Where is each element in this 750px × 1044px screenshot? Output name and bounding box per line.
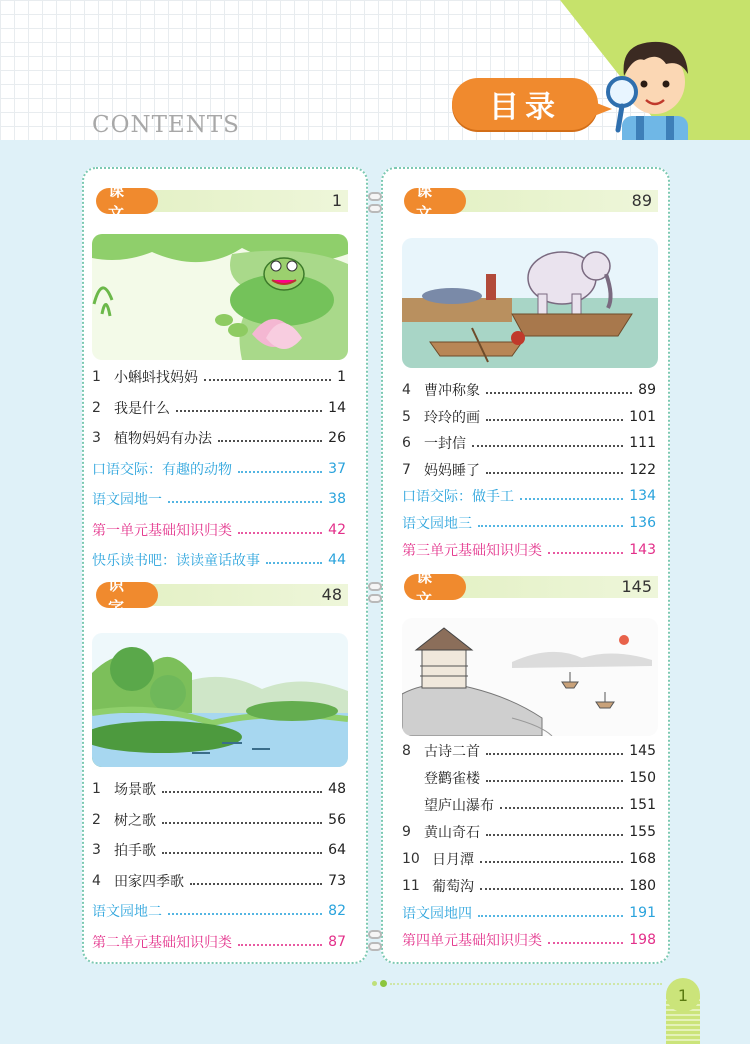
toc-title: 田家四季歌 xyxy=(114,873,184,890)
toc-entry[interactable] xyxy=(92,395,346,421)
toc-page: 155 xyxy=(629,824,656,840)
toc-number: 9 xyxy=(402,824,411,840)
toc-leader-dots xyxy=(190,883,322,885)
toc-title: 小蝌蚪找妈妈 xyxy=(114,370,198,386)
toc-leader-dots xyxy=(480,861,623,863)
toc-page: 198 xyxy=(629,932,656,948)
toc-leader-dots xyxy=(218,440,322,442)
toc-number: 4 xyxy=(402,382,411,398)
toc-title: 第四单元基础知识归类 xyxy=(402,933,542,949)
toc-page: 111 xyxy=(629,435,656,452)
section-page: 145 xyxy=(621,577,652,596)
toc-leader-dots xyxy=(500,807,623,809)
toc-leader-dots xyxy=(548,552,623,554)
toc-title: 曹冲称象 xyxy=(424,383,480,399)
toc-page: 191 xyxy=(629,905,656,921)
toc-page: 56 xyxy=(328,811,346,828)
toc-page: 145 xyxy=(629,743,656,759)
toc-title: 语文园地四 xyxy=(402,906,472,922)
binder-ring-icon xyxy=(368,930,382,954)
toc-page: 73 xyxy=(328,872,346,889)
toc-page: 143 xyxy=(629,541,656,558)
toc-leader-dots xyxy=(168,913,322,915)
toc-leader-dots xyxy=(486,780,623,782)
toc-title: 植物妈妈有办法 xyxy=(114,431,212,447)
section-tag: 识字 xyxy=(96,582,158,608)
toc-page: 180 xyxy=(629,878,656,894)
toc-number: 2 xyxy=(92,399,101,416)
section-header xyxy=(96,575,348,617)
toc-title: 妈妈睡了 xyxy=(424,462,480,479)
toc-entry[interactable] xyxy=(92,868,346,894)
toc-entry[interactable] xyxy=(92,837,346,863)
toc-page: 150 xyxy=(629,770,656,786)
toc-leader-dots xyxy=(486,419,623,421)
toc-page: 38 xyxy=(328,491,346,507)
toc-leader-dots xyxy=(162,791,322,793)
toc-title: 第一单元基础知识归类 xyxy=(92,522,232,539)
toc-number: 4 xyxy=(92,872,101,889)
toc-title: 登鹳雀楼 xyxy=(424,771,480,787)
toc-number: 1 xyxy=(92,369,101,385)
toc-entry[interactable] xyxy=(92,456,346,482)
elephant-boat-illustration xyxy=(402,238,658,368)
page-title: 目录 xyxy=(452,78,598,130)
toc-leader-dots xyxy=(238,532,322,534)
toc-leader-dots xyxy=(238,471,322,473)
toc-number: 10 xyxy=(402,851,420,867)
ancient-tower-illustration xyxy=(402,618,658,736)
section-page: 48 xyxy=(321,585,342,604)
toc-entry[interactable] xyxy=(92,425,346,451)
section-tag: 课文 xyxy=(404,574,466,600)
toc-leader-dots xyxy=(478,525,623,527)
toc-entry[interactable] xyxy=(92,547,346,573)
page-number: 1 xyxy=(666,978,700,1012)
toc-page: 151 xyxy=(629,797,656,813)
toc-number: 1 xyxy=(92,781,101,797)
section-page: 89 xyxy=(631,191,652,210)
toc-title: 一封信 xyxy=(424,436,466,453)
toc-number: 8 xyxy=(402,743,411,759)
toc-number: 3 xyxy=(92,430,101,446)
toc-title: 语文园地三 xyxy=(402,516,472,532)
toc-number: 6 xyxy=(402,435,411,452)
toc-entry[interactable] xyxy=(402,846,656,872)
toc-page: 14 xyxy=(328,399,346,416)
toc-leader-dots xyxy=(478,915,623,917)
toc-page: 48 xyxy=(328,781,346,797)
binder-ring-icon xyxy=(368,192,382,216)
toc-page: 101 xyxy=(629,408,656,425)
toc-leader-dots xyxy=(486,472,623,474)
section-tag: 课文 xyxy=(404,188,466,214)
toc-entry[interactable] xyxy=(402,900,656,926)
toc-leader-dots xyxy=(162,852,322,854)
frog-lotus-illustration xyxy=(92,234,348,360)
toc-entry[interactable] xyxy=(402,483,656,509)
section-header-bar xyxy=(452,190,658,212)
toc-number: 11 xyxy=(402,878,420,894)
toc-page: 134 xyxy=(629,488,656,505)
toc-title: 望庐山瀑布 xyxy=(424,798,494,814)
toc-title: 第三单元基础知识归类 xyxy=(402,542,542,559)
toc-page: 136 xyxy=(629,515,656,531)
toc-title: 黄山奇石 xyxy=(424,825,480,841)
toc-number: 3 xyxy=(92,842,101,858)
toc-page: 1 xyxy=(337,369,346,385)
toc-page: 26 xyxy=(328,430,346,446)
toc-entry[interactable] xyxy=(402,404,656,430)
toc-leader-dots xyxy=(238,944,322,946)
toc-entry[interactable] xyxy=(92,929,346,955)
toc-title: 葡萄沟 xyxy=(432,879,474,895)
toc-leader-dots xyxy=(480,888,623,890)
toc-entry[interactable] xyxy=(402,377,656,403)
toc-leader-dots xyxy=(204,379,331,381)
toc-title: 拍手歌 xyxy=(114,843,156,859)
toc-leader-dots xyxy=(486,753,623,755)
page-footer-line xyxy=(390,983,662,985)
toc-leader-dots xyxy=(548,942,623,944)
toc-page: 64 xyxy=(328,842,346,858)
binder-ring-icon xyxy=(368,582,382,606)
toc-title: 玲玲的画 xyxy=(424,409,480,426)
toc-entry[interactable] xyxy=(402,873,656,899)
section-header-bar xyxy=(144,190,348,212)
toc-page: 87 xyxy=(328,933,346,950)
toc-page: 42 xyxy=(328,521,346,538)
toc-entry[interactable] xyxy=(92,486,346,512)
section-header xyxy=(404,567,658,609)
toc-entry[interactable] xyxy=(92,364,346,390)
toc-entry[interactable] xyxy=(402,792,656,818)
toc-title: 树之歌 xyxy=(114,812,156,829)
toc-leader-dots xyxy=(162,822,322,824)
toc-entry[interactable] xyxy=(92,898,346,924)
toc-leader-dots xyxy=(176,410,322,412)
toc-page: 168 xyxy=(629,851,656,867)
toc-title: 语文园地一 xyxy=(92,492,162,508)
toc-entry[interactable] xyxy=(92,776,346,802)
toc-page: 44 xyxy=(328,552,346,568)
toc-leader-dots xyxy=(168,501,322,503)
toc-title: 语文园地二 xyxy=(92,904,162,920)
page-dots-decoration xyxy=(372,981,387,987)
toc-title: 场景歌 xyxy=(114,782,156,798)
toc-entry[interactable] xyxy=(402,537,656,563)
toc-title: 第二单元基础知识归类 xyxy=(92,934,232,951)
toc-leader-dots xyxy=(486,834,623,836)
toc-title: 我是什么 xyxy=(114,400,170,417)
toc-leader-dots xyxy=(472,445,623,447)
toc-entry[interactable] xyxy=(92,517,346,543)
toc-page: 89 xyxy=(638,382,656,398)
toc-leader-dots xyxy=(266,562,322,564)
toc-page: 82 xyxy=(328,903,346,919)
toc-entry[interactable] xyxy=(92,807,346,833)
toc-title: 快乐读书吧：读读童话故事 xyxy=(92,553,260,569)
toc-entry[interactable] xyxy=(402,765,656,791)
toc-entry[interactable] xyxy=(402,927,656,953)
contents-word: CONTENTS xyxy=(92,112,240,138)
section-header xyxy=(404,181,658,223)
boy-with-magnifier-icon xyxy=(600,30,710,148)
toc-number: 7 xyxy=(402,461,411,478)
toc-number: 2 xyxy=(92,811,101,828)
toc-entry[interactable] xyxy=(402,510,656,536)
toc-entry[interactable] xyxy=(402,430,656,456)
toc-entry[interactable] xyxy=(402,819,656,845)
toc-number: 5 xyxy=(402,408,411,425)
section-page: 1 xyxy=(331,191,342,210)
section-header xyxy=(96,181,348,223)
toc-page: 122 xyxy=(629,461,656,478)
toc-leader-dots xyxy=(520,498,623,500)
toc-title: 日月潭 xyxy=(432,852,474,868)
toc-title: 口语交际：有趣的动物 xyxy=(92,461,232,478)
section-tag: 课文 xyxy=(96,188,158,214)
toc-entry[interactable] xyxy=(402,738,656,764)
section-header-bar xyxy=(144,584,348,606)
toc-title: 口语交际：做手工 xyxy=(402,489,514,506)
toc-page: 37 xyxy=(328,460,346,477)
landscape-illustration xyxy=(92,633,348,767)
toc-leader-dots xyxy=(486,392,632,394)
toc-title: 古诗二首 xyxy=(424,744,480,760)
toc-entry[interactable] xyxy=(402,457,656,483)
